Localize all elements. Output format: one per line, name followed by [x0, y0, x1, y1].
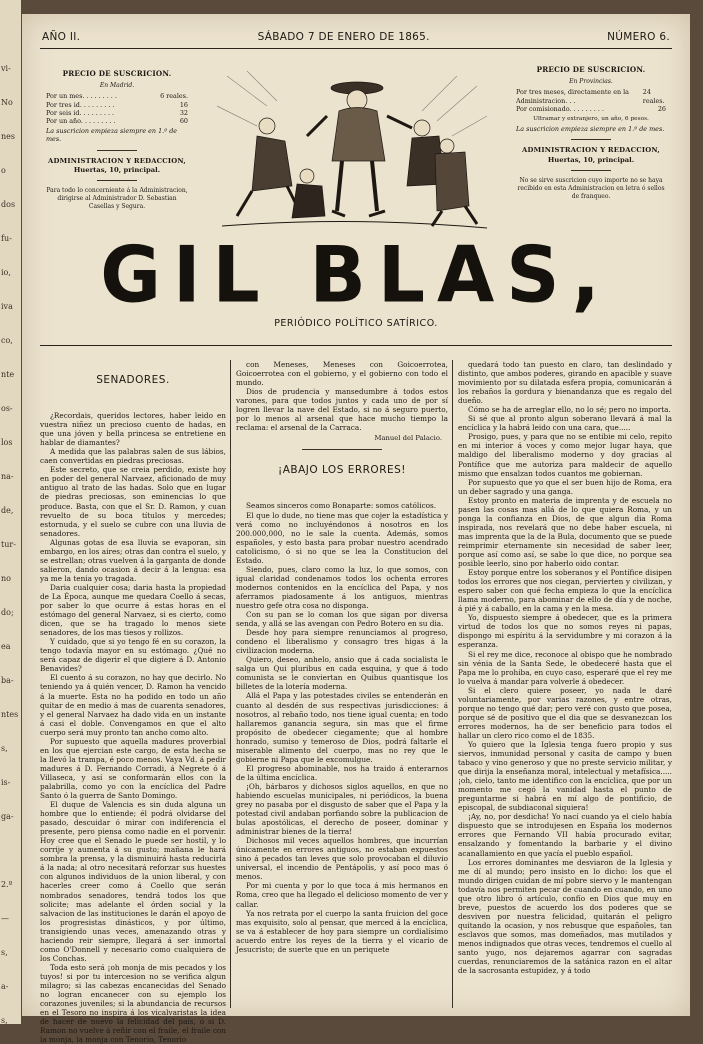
admin-address: Huertas, 10, principal.	[73, 165, 161, 174]
paragraph: Estoy porque entre los soberanos y el Pontífice disipen todos los errores que nos ciegan, pervierten y civilizan, y espero saber con qué fecha empieza lo que la encíclica llama moderno, para abominar de ello de día y de noche, á pié y á caballo, en la cama y en la mesa.	[458, 568, 672, 614]
article-title: ¡ABAJO LOS ERRORES!	[277, 464, 406, 477]
strip-fragment: s,	[1, 948, 8, 957]
strip-fragment: iva	[1, 302, 13, 311]
divider	[302, 449, 382, 450]
paragraph: ¿Recordais, queridos lectores, haber leido en vuestra niñez un precioso cuento de hadas, en que una jóven y bella princesa se entretiene en hablar de diamantes?	[40, 411, 226, 448]
paragraph: Desde hoy para siempre renunciamos al progreso, condeno el liberalismo y consagro tres higas á la civilizacion moderna.	[236, 628, 448, 656]
paragraph: Si sé que al pronto algun soberano llevará á mal la encíclica y la habrá leido con una cara, que.....	[458, 414, 672, 433]
paragraph: Estoy pronto en materia de imprenta y de escuela no pasen las cosas mas allá de lo que quiera Roma, y un ponga la confianza en Dios, de que algun dia Roma inspirada, nos revelará que no debe haber escuela, ni mas imprenta que la de la Bula, documento que se puede reimprimir eternamente sin necesidad de saber leer, porque así como así, se sabe lo que dice, no porque sea posible leerlo, sino por haberlo oido contar.	[458, 495, 672, 569]
strip-fragment: is-	[1, 778, 11, 787]
admin-title: ADMINISTRACION Y REDACCION,	[522, 146, 660, 155]
price-label: Por comisionado. . . . . . . . .	[516, 104, 604, 113]
strip-fragment: co,	[1, 336, 13, 345]
strip-fragment: los	[1, 438, 13, 447]
paragraph: El que lo dude, no tiene mas que cojer la estadística y verá como no incluyéndonos á nosotros en los 200.000,000, no le sale la cuenta. Además, somos españoles, y esto basta para probar nuestro acendrado catolicismo, ó si no que se lea la Constitucion del Estado.	[236, 510, 448, 565]
paragraph: A medida que las palabras salen de sus lábios, caen convertidas en piedras preciosas.	[40, 447, 226, 466]
column-errores	[236, 360, 448, 1010]
paragraph: Algunas gotas de esa lluvia se evaporan, sin embargo, en los aires; otras dan contra el suelo, y se estrellan; otras vuelven á la garganta de donde salieron, dando ocasion á decir á la lengua: esa ya me la tenia yo tragada.	[40, 537, 226, 583]
strip-fragment: s,	[1, 744, 8, 753]
paragraph: Quiero, deseo, anhelo, ansio que á cada socialista le salga un Qui pluribus en cada esquina, y que á todo comunista se le conviertan en Quibus quantisque los billetes de la lotería moderna.	[236, 655, 448, 692]
strip-fragment: nes	[1, 132, 15, 141]
strip-fragment: os-	[1, 404, 13, 413]
paragraph: quedará todo tan puesto en claro, tan deslindado y distinto, que ambos poderes, girando en apacible y suave movimiento por su dilatada esfera propia, comunicarán á los rebaños la gordura y bienandanza que es regalo del dueño.	[458, 360, 672, 406]
strip-fragment: vi-	[1, 64, 11, 73]
price-row	[516, 88, 666, 104]
abroad-price: Ultramar y extranjero, un año, 6 pesos.	[533, 116, 649, 123]
column-continuation	[458, 360, 672, 1010]
paragraph: Daria cualquier cosa; daria hasta la propiedad de La Época, aunque me quedara Coello á secas, por saber lo que ocurre á estas horas en el estómago del general Narvaez, si es cierto, como dicen, que se ha tragado lo menos siete senadores, de los mas tiesos y rollizos.	[40, 582, 226, 638]
paragraph: Allá el Papa y las potestades civiles se entenderán en cuanto al desdén de sus respectivas jurisdicciones: á nosotros, al rebaño todo, nos tiene igual cuenta; en todo hallaremos ganancia segura, sin mas que el firme propósito de obedecer ciegamente; que al hombre honrado, sumiso y temeroso de Dios, podrá faltarle el miserable alimento del cuerpo, mas no rey que le gobierne ni Papa que le excomulgue.	[236, 691, 448, 764]
subscription-title: PRECIO DE SUSCRICION.	[62, 69, 172, 78]
header-line	[42, 31, 670, 43]
paragraph: El cuento á su corazon, no hay que decirlo. No teniendo ya á quién vencer, D. Ramon ha vencido á la muerte. Esta no ha podido en todo un año quitar de en medio á mas de cuarenta senadores, y el general Narvaez ha dado vida en un instante á casi el doble. Convengamos en que el alto cuerpo será muy pronto tan ancho como alto.	[40, 673, 226, 737]
paragraph: Toda esto será ¡oh monja de mis pecados y los tuyos! si por tu intercesion no se verifica algun milagro; si las cabezas encanecidas del Senado no logran encanecer con su ejemplo los corazones juveniles; si la abundancia de recursos en el Tesoro no inspira á los vicalvaristas la idea de hacer de nuevo la felicidad del país, ó si D. Ramon no vuelve á reñir con el fraile, el fraile con la monja, la monja con Tenorio, Tenorio	[40, 962, 226, 1044]
paragraph: ¡Oh, bárbaros y dichosos siglos aquellos, en que no habiendo escuelas municipales, ni periódicos, la buena grey no pasaba por el disgusto de saber que el Papa y la potestad civil andaban porfiando sobre la publicacion de bulas apostólicas, el derecho de poseer, dominar y administrar bienes de la tierra!	[236, 781, 448, 837]
strip-fragment: fu-	[1, 234, 12, 243]
newspaper-page	[22, 14, 690, 1044]
strip-fragment: io,	[1, 268, 11, 277]
strip-fragment: a-	[1, 982, 9, 991]
column-senadores	[40, 360, 226, 1044]
divider	[571, 139, 611, 140]
subscription-box-madrid	[46, 70, 188, 212]
divider	[571, 170, 611, 171]
price-value: 26	[657, 104, 666, 113]
issue-number: NÚMERO 6.	[607, 31, 670, 43]
paragraph: Si el rey me dice, reconoce al obispo que he nombrado sin vénia de la Santa Sede, le obedeceré hasta que el Papa me lo prohiba, en cuyo caso, esperaré que el rey me lo vuelva á mandar para volverle á obedecer.	[458, 649, 672, 686]
price-label: Por un mes. . . . . . . . .	[46, 92, 117, 101]
strip-fragment: —	[1, 914, 9, 923]
paragraph: Este secreto, que se creia perdido, existe hoy en poder del general Narvaez, aficionado de muy antiguo al trato de las hadas. Solo que en lugar de piedras preciosas, son eminencias lo que produce. Basta, con que el Sr. D. Ramon, y cuan revuelto de su boca títulos y mercedes; estornuda, y el suelo se cubre con una lluvia de senadores.	[40, 465, 226, 538]
subscription-note: La suscricion empieza siempre en 1.º de mes.	[46, 127, 178, 144]
admin-footer: No se sirve suscricion cuyo importe no se haya recibido en esta Administracion en letra ó sellos de franqueo.	[517, 176, 665, 201]
masthead-subtitle: PERIÓDICO POLÍTICO SATÍRICO.	[274, 318, 438, 329]
article-body	[40, 411, 226, 1044]
paragraph: Cómo se ha de arreglar ello, no lo sé; pero no importa.	[468, 405, 671, 415]
issue-date: SÁBADO 7 DE ENERO DE 1865.	[257, 31, 430, 43]
article-continuation	[236, 360, 448, 432]
paragraph: Prosigo, pues, y para que no se entibie mi celo, repito en mi interior á voces y como mejor lugar haya, que maldigo del liberalismo moderno y doy gracias al Pontífice que me autoriza para maldecir de aquello mismo que ensalzan todos cuantos me gobiernan.	[458, 432, 672, 478]
price-label: Por seis id. . . . . . . . .	[46, 108, 115, 117]
strip-fragment: na-	[1, 472, 14, 481]
strip-fragment: do;	[1, 608, 14, 617]
strip-fragment: tur-	[1, 540, 16, 549]
paragraph: Si el clero quiere poseer, yo nada le daré voluntariamente, por varias razones, y entre otras, porque no tengo qué dar; pero veré con gusto que posea, porque sé de positivo que el dia que se desvanezcan los errores modernos, ha de ser beneficio para todos el hallar un clero rico como el de 1835.	[458, 685, 672, 740]
subscription-place: En Provincias.	[569, 78, 613, 86]
price-list	[516, 88, 666, 113]
paragraph: Dichosos mil veces aquellos hombres, que incurrían únicamente en errores antiguos, no estaban expuestos sino á pecados tan leves que solo provocaban el diluvio universal, el incendio de Pentápolis, y así poco mas ó menos.	[236, 836, 448, 882]
article-title: SENADORES.	[96, 374, 170, 386]
paragraph: Los errores dominantes me desviaron de la Iglesia y me dí al mundo; pero insisto en lo dicho: los que el mundo dirigen cuidan de mí pobre siervo y le mantengan todavía nos permiten pecar de cuando en cuando, en uno que otro libro ó artículo, confío en Dios que muy en breve, puestos de acuerdo los dos poderes que se desviven por nuestra felicidad, quitarán el peligro quitando la ocasion, y nos rebusque que españoles, tan esclavos que somos, mas domeñados, mas mutilados y menos indignados que otras veces, tendremos el cuello al santo yugo, nos dejaremos agarrar con sagradas cuerdas, renunciaremos de la satánica razon en el altar de la sacrosanta estupidez, y á todo	[458, 857, 672, 976]
admin-title: ADMINISTRACION Y REDACCION,	[48, 156, 186, 165]
paragraph: con Meneses, Meneses con Goicoerrotea, Goicoerrotea con el gobierno, y el gobierno con todo el mundo.	[236, 360, 448, 388]
paragraph: Dios de prudencia y mansedumbre á todos estos varones, para que todos juntos y cada uno de por sí logren llevar la nave del Estado, si no á seguro puerto, por lo menos al arsenal que hace mucho tiempo la reclama: el arsenal de la Carraca.	[236, 387, 448, 433]
divider	[97, 180, 137, 181]
strip-fragment: dos	[1, 200, 16, 209]
price-value: 32	[179, 108, 188, 117]
issue-year: AÑO II.	[42, 31, 81, 43]
admin-address: Huertas, 10, principal.	[547, 155, 635, 164]
strip-fragment: nte	[1, 370, 15, 379]
article-signature: Manuel del Palacio.	[374, 434, 442, 443]
strip-fragment: ntes	[1, 710, 19, 719]
paragraph: Por supuesto que yo que el ser buen hijo de Roma, era un deber sagrado y una ganga.	[458, 477, 672, 496]
strip-fragment: de,	[1, 506, 14, 515]
admin-footer: Para todo lo concerniente á la Administracion, dirigirse al Administrador D. Sebastian Casellas y Segura.	[46, 187, 188, 211]
article-body	[458, 360, 672, 975]
masthead-title: GIL BLAS,	[100, 229, 612, 321]
paragraph: Yo quiero que la Iglesia tenga fuero propio y sus siervos, inmunidad personal y casita de campo y buen tabaco y vino generoso y que no preste servicio militar, y que dirija la enseñanza moral, intelectual y metafísica..... ¡oh, cielo, tanto me identifico con la encíclica, que por un momento me cegó la vanidad hasta el punto de preguntarme si habrá en mí algo de pontificio, de episcopal, de subdiaconal siquiera!	[458, 739, 672, 813]
strip-fragment: ea	[1, 642, 11, 651]
paragraph: Siendo, pues, claro como la luz, lo que somos, con igual claridad condenamos todos los ochenta errores modernos contenidos en la encíclica del Papa, y nos aferramos piadosamente á los antiguos, mientras nuestro gefe otra cosa no disponga.	[236, 564, 448, 610]
header-rule	[40, 48, 672, 49]
paragraph: Seamos sinceros como Bonaparte: somos católicos.	[246, 501, 437, 511]
strip-fragment: ba-	[1, 676, 14, 685]
paragraph: Ya nos retrata por el cuerpo la santa fruicion del goce mas exquisito, solo al pensar, que merced á la encíclica, se va á establecer de hoy para siempre un cordialísimo acuerdo entre los reyes de la tierra y el vicario de Jesucristo; de suerte que en un periquete	[236, 908, 448, 954]
paragraph: El duque de Valencia es sin duda alguna un hombre que lo entiende; él podrá olvidarse del pasado, descuidar ó mirar con indiferencia el presente, pero piensa como nadie en el porvenir. Hoy cree que el Senado le puede ser hostil, y lo corrije y aumenta á su gusto; mañana le hará sombra la prensa, y la disminuirá hasta reducirla á la nada; al otro necesitará reforzar sus huestes con algunos individuos de la union liberal, y con hacerles creer como á Coello que serán nombrados senadores, tendrá todos los que solicite; mas adelante el órden social y la salvacion de las instituciones le darán el apoyo de los progresistas dinásticos, y por último, transigiendo unas veces, amenazando otras y haciendo reir siempre, llegará á ser inmortal como O'Donnell y necesario como cualquiera de los Conchas.	[40, 800, 226, 963]
masthead-rule	[40, 345, 672, 346]
strip-fragment: no	[1, 574, 11, 583]
paragraph: El progreso abominable, nos ha traido á enterarnos de la última encíclica.	[236, 763, 448, 782]
strip-fragment: s,	[1, 1016, 8, 1025]
column-rule	[230, 360, 231, 1008]
article-body	[236, 501, 448, 953]
price-row	[516, 105, 666, 113]
price-value: 60	[179, 117, 188, 126]
price-value: 16	[179, 100, 188, 109]
subscription-note: La suscricion empieza siempre en 1.º de mes.	[516, 125, 665, 134]
paragraph: ¡Ay, no, por desdicha! Yo nací cuando ya el cielo había dispuesto que se introdujesen en España los modernos errores que Fernando VII había procurado evitar, ensalzando y fomentando la barbarie y el divino acanallamiento en que yacía el pueblo español.	[458, 812, 672, 858]
price-label: Por tres meses, directamente en la Administracion. . .	[516, 88, 629, 105]
paragraph: Y cuidado, que si yo tengo fé en su corazon, la tengo todavía mayor en su estómago. ¿Qué no será capaz de digerir el que digiere á D. Antonio Benavides?	[40, 637, 226, 674]
subscription-place: En Madrid.	[99, 82, 135, 90]
price-list	[46, 92, 188, 125]
price-value: 24 reales.	[642, 88, 665, 105]
column-rule	[452, 360, 453, 1008]
paragraph: Con su pan se lo coman los que sigan por diversa senda, y allá se las avengan con Pedro Botero en su dia.	[236, 610, 448, 629]
price-row	[46, 101, 188, 109]
price-label: Por tres id. . . . . . . . .	[46, 100, 115, 109]
divider	[97, 150, 137, 151]
price-label: Por un año. . . . . . . . .	[46, 117, 116, 126]
paragraph: Yo, dispuesto siempre á obedecer, que es la primera virtud de todos los que no somos reyes ni papas, dispongo mi espíritu á la servidumbre y mi corazon á la esperanza.	[458, 613, 672, 650]
satirical-illustration	[207, 66, 497, 236]
paragraph: Por mi cuenta y por lo que toca á mis hermanos en Roma, creo que ha llegado el delicioso momento de ver y callar.	[236, 881, 448, 909]
price-value: 6 reales.	[160, 92, 188, 101]
price-row	[46, 92, 188, 100]
strip-fragment: No	[1, 98, 13, 107]
adjacent-page-strip	[0, 0, 21, 1024]
price-row	[46, 117, 188, 125]
paragraph: Por supuesto que aquella madures proverbial en los que ejercian este cargo, de esta hecha se la llevó la trampa, é poco menos. Vaya Vd. á pedir madures á D. Fernando Corradi, á Negrete ó á Villaseca, y así se conformarán ellos con la palabrilla, como yo con la encíclica del Padre Santo ó la guerra de Santo Domingo.	[40, 736, 226, 801]
subscription-box-provinces	[516, 66, 666, 201]
price-row	[46, 109, 188, 117]
strip-fragment: ga-	[1, 812, 14, 821]
strip-fragment: 2.º	[1, 880, 13, 889]
subscription-title: PRECIO DE SUSCRICION.	[536, 65, 646, 74]
strip-fragment: o	[1, 166, 6, 175]
